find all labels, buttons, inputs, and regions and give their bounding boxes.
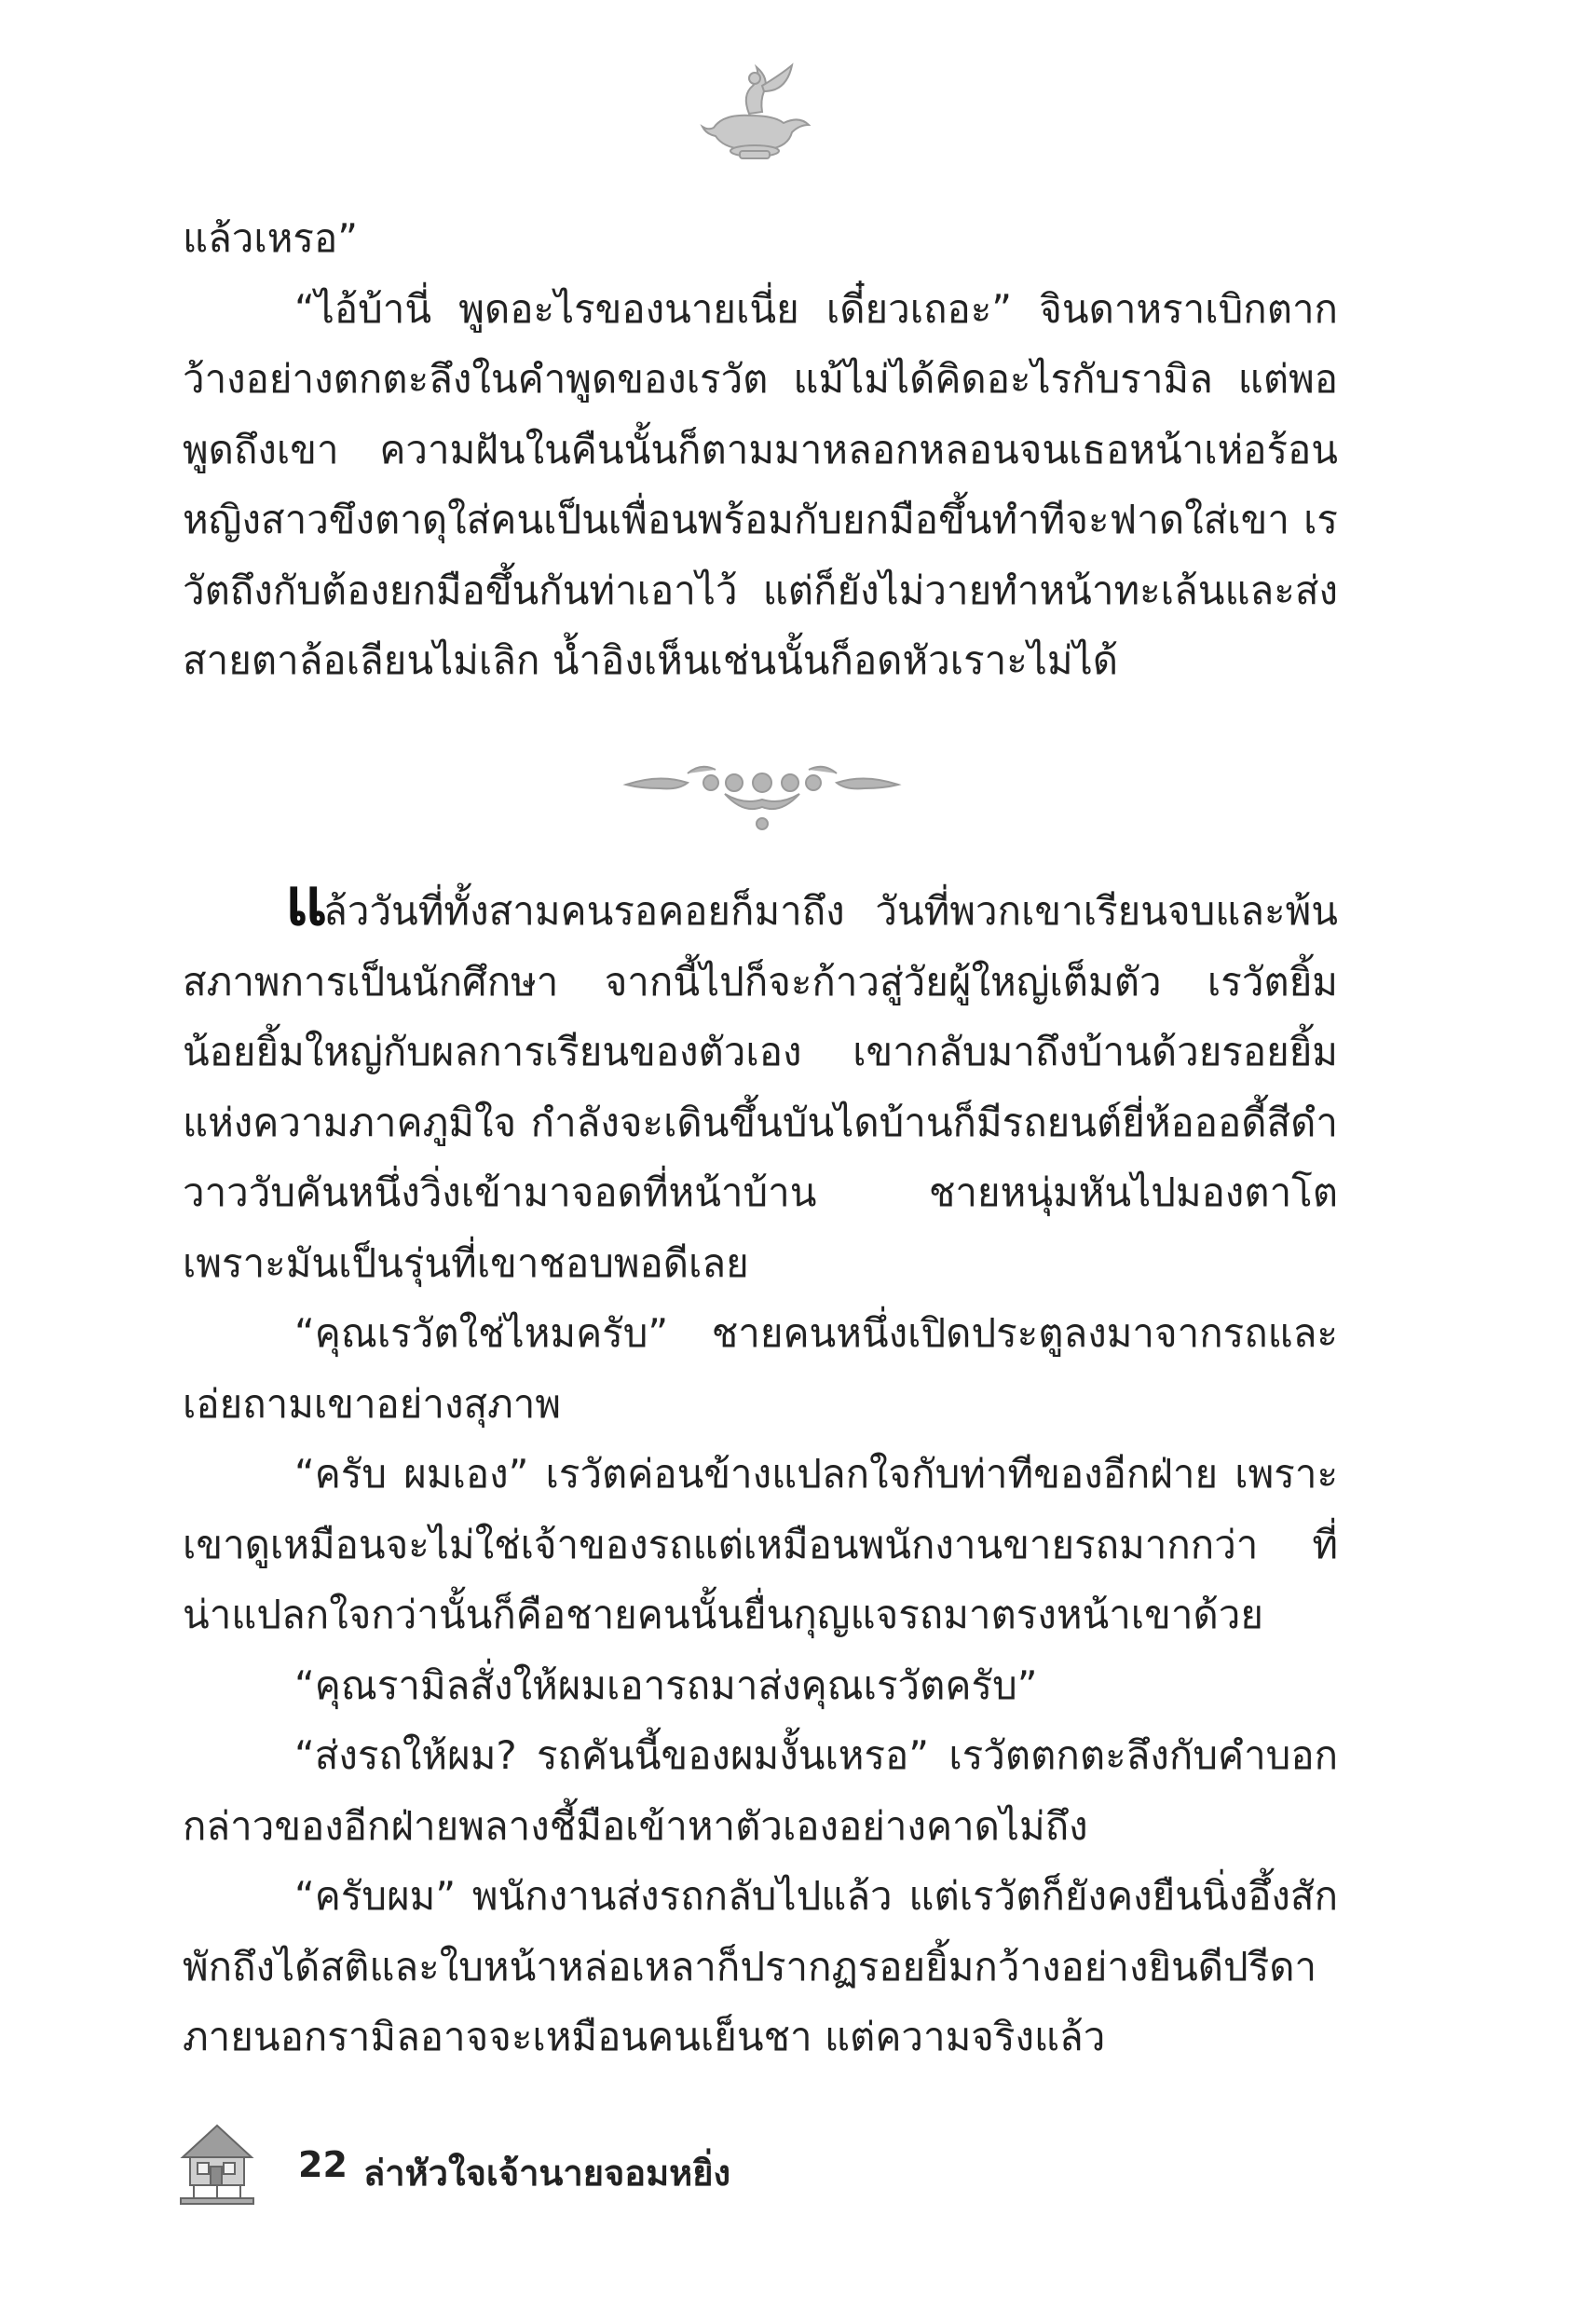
paragraph: “ส่งรถให้ผม? รถคันนี้ของผมงั้นเหรอ” เรวัตตกตะลึงกับคำบอกกล่าวของอีกฝ่ายพลางชี้มือเข้าหาตัวเองอย่างคาดไม่ถึง [183, 1732, 1338, 1849]
book-title: ล่าหัวใจเจ้านายจอมหยิ่ง [363, 2153, 731, 2194]
paragraph-first-text: ล้ววันที่ทั้งสามคนรอคอยก็มาถึง วันที่พวกเขาเรียนจบและพ้นสภาพการเป็นนักศึกษา จากนี้ไปก็จะก้าวสู่วัยผู้ใหญ่เต็มตัว เรวัตยิ้มน้อยยิ้มใหญ่กับผลการเรียนของตัวเอง เขากลับมาถึงบ้านด้วยรอยยิ้มแห่งความภาคภูมิใจ กำลังจะเดินขึ้นบันไดบ้านก็มีรถยนต์ยี่ห้อออดี้สีดำวาววับคันหนึ่งวิ่งเข้ามาจอดที่หน้าบ้าน ชายหนุ่มหันไปมองตาโตเพราะมันเป็นรุ่นที่เขาชอบพอดีเลย [183, 888, 1338, 1286]
paragraph: “คุณรามิลสั่งให้ผมเอารถมาส่งคุณเรวัตครับ” [294, 1661, 1038, 1708]
page-number: 22 [298, 2144, 348, 2185]
paragraph: “ครับ ผมเอง” เรวัตค่อนข้างแปลกใจกับท่าทีของอีกฝ่าย เพราะเขาดูเหมือนจะไม่ใช่เจ้าของรถแต่เหมือนพนักงานขายรถมากกว่า ที่น่าแปลกใจกว่านั้นก็คือชายคนนั้นยื่นกุญแจรถมาตรงหน้าเขาด้วย [183, 1451, 1338, 1637]
drop-cap: แ [285, 863, 324, 940]
paragraph: “คุณเรวัตใช่ไหมครับ” ชายคนหนึ่งเปิดประตูลงมาจากรถและเอ่ยถามเขาอย่างสุภาพ [183, 1310, 1338, 1427]
genie-lamp-icon [695, 58, 816, 165]
text-block-top [183, 203, 1338, 696]
page-footer [177, 2120, 1016, 2213]
ornament-divider-icon [622, 757, 902, 833]
paragraph: “ครับผม” พนักงานส่งรถกลับไปแล้ว แต่เรวัตก็ยังคงยืนนิ่งอึ้งสักพักถึงได้สติและใบหน้าหล่อเหลาก็ปรากฏรอยยิ้มกว้างอย่างยินดีปรีดา ภายนอกรามิลอาจจะเหมือนคนเย็นชา แต่ความจริงแล้ว [183, 1873, 1338, 2059]
paragraph-continuation: แล้วเหรอ” [183, 215, 358, 261]
text-block-main [183, 863, 1338, 2072]
house-icon [177, 2120, 257, 2206]
paragraph: “ไอ้บ้านี่ พูดอะไรของนายเนี่ย เดี๋ยวเถอะ” จินดาหราเบิกตากว้างอย่างตกตะลึงในคำพูดของเรวัต แม้ไม่ได้คิดอะไรกับรามิล แต่พอพูดถึงเขา ความฝันในคืนนั้นก็ตามมาหลอกหลอนจนเธอหน้าเห่อร้อน หญิงสาวขึงตาดุใส่คนเป็นเพื่อนพร้อมกับยกมือขึ้นทำทีจะฟาดใส่เขา เรวัตถึงกับต้องยกมือขึ้นกันท่าเอาไว้ แต่ก็ยังไม่วายทำหน้าทะเล้นและส่งสายตาล้อเลียนไม่เลิก น้ำอิงเห็นเช่นนั้นก็อดหัวเราะไม่ได้ [183, 285, 1338, 683]
paragraph-dropcap [183, 863, 1338, 1298]
